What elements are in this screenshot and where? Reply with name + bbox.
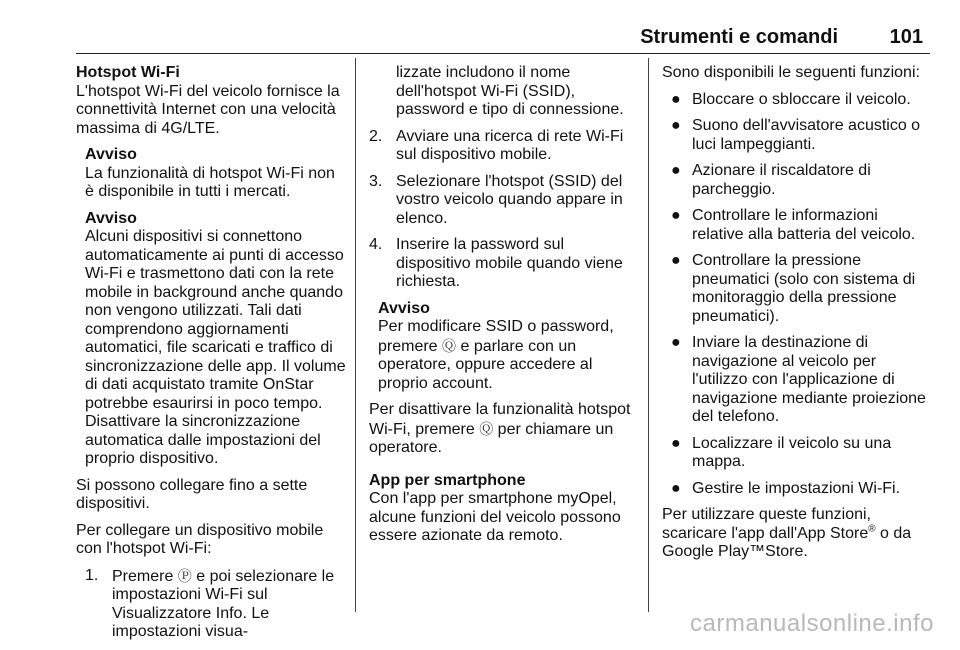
column-2 [369,64,633,554]
steps-list [369,128,633,292]
bullet-icon: ● [671,117,681,134]
functions-list [662,91,930,499]
note-modify-ssid [369,300,633,394]
steps-list [76,567,346,642]
bullet-icon: ● [671,90,681,108]
section-title: Strumenti e comandi [640,26,838,48]
onstar-call-icon: Ⓠ [442,337,457,354]
list-item [662,162,930,199]
list-item [662,334,930,427]
step-text: Inserire la password sul dispositivo mobile quando viene richiesta. [396,236,623,290]
note-label: Avviso [85,146,137,163]
bullet-text: Localizzare il veicolo su una mappa. [692,434,892,470]
paragraph-devices: Si possono collegare fino a sette dispositivi. [76,476,308,512]
list-item [369,236,633,292]
bullet-text: Inviare la destinazione di navigazione al veicolo per l'utilizzo con l'applicazione di navigazione mediante proiezione del telefono. [692,334,926,425]
bullet-text: Bloccare o sbloccare il veicolo. [692,90,911,108]
bullet-text: Azionare il riscaldatore di parcheggio. [692,162,871,198]
step-number: 1. [85,566,99,584]
list-item [369,173,633,229]
list-item [662,207,930,244]
onstar-button-icon: Ⓟ [177,567,192,584]
page-header [76,26,930,50]
functions-intro: Sono disponibili le seguenti funzioni: [662,64,920,81]
step-text: Premere [112,567,178,585]
note-text-part: e parlare con un operatore, oppure accedere al proprio account. [378,337,593,392]
step-text: e poi selezionare le impostazioni Wi-Fi sul Visualizzatore Info. Le impostazioni visua- [112,567,335,640]
note-label: Avviso [378,299,430,317]
paragraph-text-part: o da Google Play™Store. [662,524,912,560]
note-label: Avviso [85,209,137,227]
list-item [662,117,930,154]
step-number: 4. [369,236,383,253]
column-3 [662,64,930,570]
bullet-icon: ● [671,334,681,351]
bullet-text: Suono dell'avvisatore acustico o luci lampeggianti. [692,117,921,153]
note-data-usage [76,210,346,469]
column-1 [76,64,346,650]
step-continuation: lizzate includono il nome dell'hotspot Wi-Fi (SSID), password e tipo di connessione. [396,64,624,118]
section-heading-app: App per smartphone [369,471,526,489]
note-text: Alcuni dispositivi si connettono automaticamente ai punti di accesso Wi-Fi e trasmettono dati con la rete mobile in background anche quando non vengono utilizzati. Tali dati comprendono aggiornamenti automatici, file scaricati e traffico di sincronizzazione delle app. Il volume di dati acquistato tramite OnStar potrebbe esaurirsi in poco tempo. Disattivare la sincronizzazione automatica dalle impostazioni del proprio dispositivo. [85,228,346,467]
list-item [662,91,930,110]
header-rule [76,53,930,54]
paragraph-text-part: Per disattivare la funzionalità hotspot Wi-Fi, premere [369,401,631,438]
step-text: Avviare una ricerca di rete Wi-Fi sul dispositivo mobile. [396,127,624,163]
list-item [85,567,346,642]
step-text: Selezionare l'hotspot (SSID) del vostro veicolo quando appare in elenco. [396,172,623,227]
step-number: 3. [369,172,383,190]
bullet-icon: ● [671,207,681,224]
note-text [378,318,633,393]
paragraph-download [662,506,930,562]
paragraph-connect: Per collegare un dispositivo mobile con l'hotspot Wi-Fi: [76,521,324,557]
registered-mark: ® [868,523,876,535]
section-heading-hotspot: Hotspot Wi-Fi [76,64,180,81]
page-number: 101 [889,26,923,48]
paragraph-disable [369,401,633,458]
paragraph-app: Con l'app per smartphone myOpel, alcune funzioni del veicolo possono essere azionate da remoto. [369,490,621,544]
note-text-part: Per modificare SSID o password, premere [378,318,614,355]
paragraph-text-part: Per utilizzare queste funzioni, scaricare l'app dall'App Store [662,506,871,542]
bullet-text: Controllare la pressione pneumatici (solo con sistema di monitoraggio della pressione pneumatici). [692,252,916,325]
bullet-icon: ● [671,434,681,452]
column-divider-1 [355,58,356,612]
list-item [662,480,930,499]
column-divider-2 [648,58,649,612]
list-item [662,252,930,326]
list-item [369,128,633,165]
paragraph-text-part: per chiamare un operatore. [369,420,614,456]
bullet-text: Gestire le impostazioni Wi-Fi. [692,479,901,497]
bullet-icon: ● [671,162,681,179]
step-number: 2. [369,127,383,145]
intro-paragraph: L'hotspot Wi-Fi del veicolo fornisce la connettività Internet con una velocità massima di 4G/LTE. [76,82,340,137]
onstar-call-icon: Ⓠ [479,420,494,437]
list-item [662,435,930,472]
bullet-text: Controllare le informazioni relative alla batteria del veicolo. [692,207,916,243]
note-text: La funzionalità di hotspot Wi-Fi non è disponibile in tutti i mercati. [85,164,335,200]
watermark: carmanualsonline.info [690,610,934,637]
bullet-icon: ● [671,479,681,497]
bullet-icon: ● [671,252,681,269]
note-availability [76,146,346,202]
